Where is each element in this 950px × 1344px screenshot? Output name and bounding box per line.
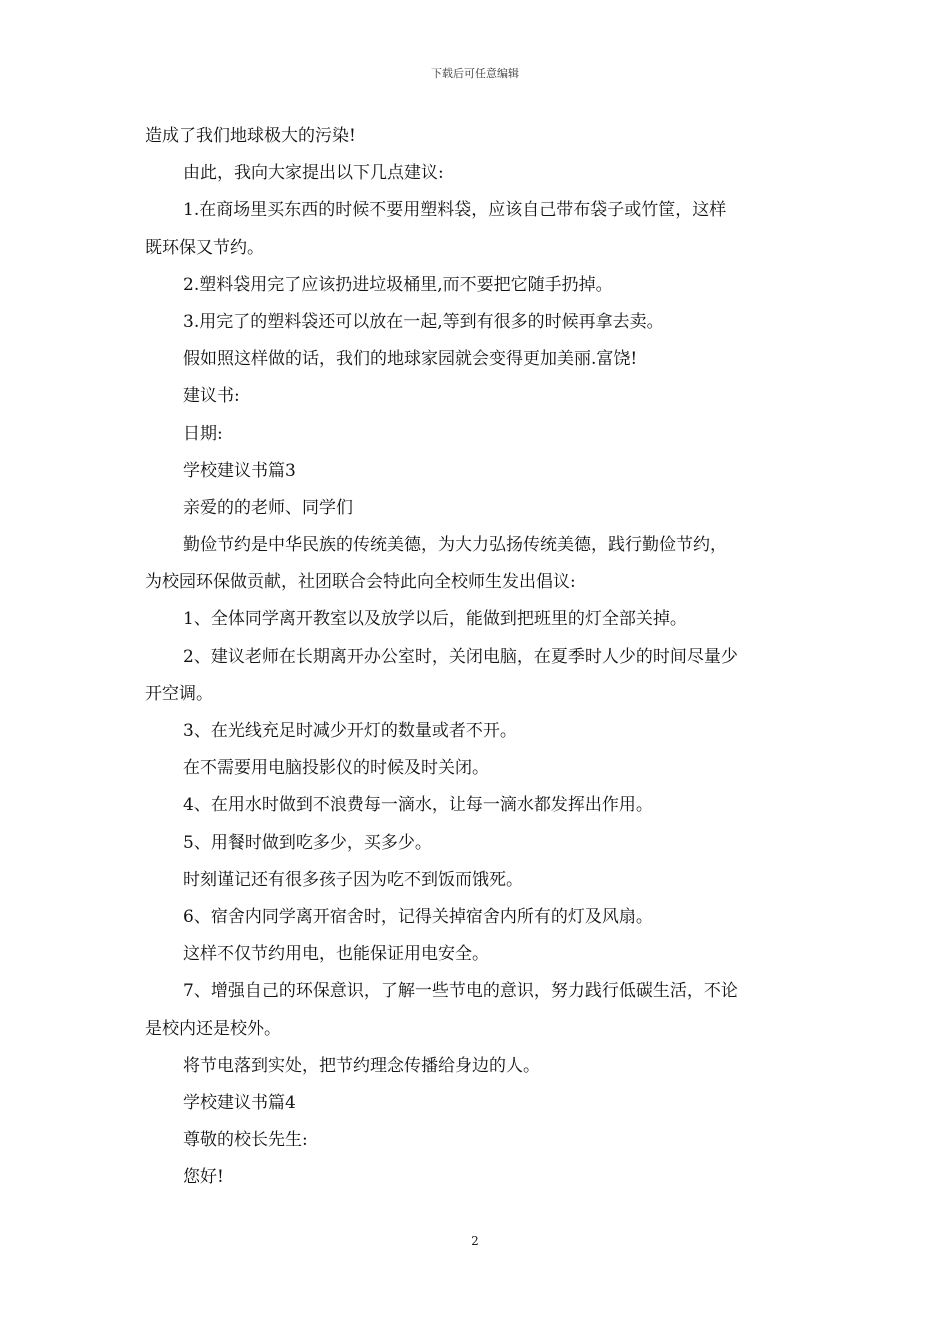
paragraph-line: 6、宿舍内同学离开宿舍时，记得关掉宿舍内所有的灯及风扇。 xyxy=(183,906,653,927)
paragraph-line: 时刻谨记还有很多孩子因为吃不到饭而饿死。 xyxy=(183,869,523,890)
paragraph-line: 1、全体同学离开教室以及放学以后，能做到把班里的灯全部关掉。 xyxy=(183,609,687,630)
paragraph-line: 将节电落到实处，把节约理念传播给身边的人。 xyxy=(183,1055,540,1076)
paragraph-line: 造成了我们地球极大的污染! xyxy=(145,126,356,146)
paragraph-line: 开空调。 xyxy=(145,683,213,704)
greeting: 您好! xyxy=(183,1167,224,1188)
paragraph-line: 2、建议老师在长期离开办公室时，关闭电脑，在夏季时人少的时间尽量少 xyxy=(183,646,738,667)
paragraph-line: 建议书: xyxy=(183,386,240,407)
paragraph-line: 3.用完了的塑料袋还可以放在一起,等到有很多的时候再拿去卖。 xyxy=(183,311,664,332)
paragraph-line: 5、用餐时做到吃多少，买多少。 xyxy=(183,832,432,853)
paragraph-line: 这样不仅节约用电，也能保证用电安全。 xyxy=(183,944,489,965)
page-number: 2 xyxy=(471,1234,479,1248)
paragraph-line: 7、增强自己的环保意识，了解一些节电的意识，努力践行低碳生活，不论 xyxy=(183,981,738,1002)
paragraph-line: 是校内还是校外。 xyxy=(145,1018,281,1039)
paragraph-line: 4、在用水时做到不浪费每一滴水，让每一滴水都发挥出作用。 xyxy=(183,795,653,816)
paragraph-line: 既环保又节约。 xyxy=(145,237,264,258)
paragraph-line: 由此，我向大家提出以下几点建议: xyxy=(183,163,444,184)
paragraph-line: 为校园环保做贡献，社团联合会特此向全校师生发出倡议: xyxy=(145,572,576,593)
section-title: 学校建议书篇4 xyxy=(183,1092,296,1113)
paragraph-line: 勤俭节约是中华民族的传统美德，为大力弘扬传统美德，践行勤俭节约， xyxy=(183,535,727,556)
paragraph-line: 日期: xyxy=(183,423,223,444)
paragraph-line: 假如照这样做的话，我们的地球家园就会变得更加美丽.富饶! xyxy=(183,349,638,370)
paragraph-line: 在不需要用电脑投影仪的时候及时关闭。 xyxy=(183,758,489,779)
page-header: 下载后可任意编辑 xyxy=(431,67,519,80)
paragraph-line: 3、在光线充足时减少开灯的数量或者不开。 xyxy=(183,721,517,741)
section-title: 学校建议书篇3 xyxy=(183,460,296,481)
document-body xyxy=(145,126,810,1204)
salutation: 亲爱的的老师、同学们 xyxy=(183,497,353,518)
paragraph-line: 2.塑料袋用完了应该扔进垃圾桶里,而不要把它随手扔掉。 xyxy=(183,274,613,295)
paragraph-line: 1.在商场里买东西的时候不要用塑料袋，应该自己带布袋子或竹筐，这样 xyxy=(183,200,727,221)
salutation: 尊敬的校长先生: xyxy=(183,1130,308,1151)
